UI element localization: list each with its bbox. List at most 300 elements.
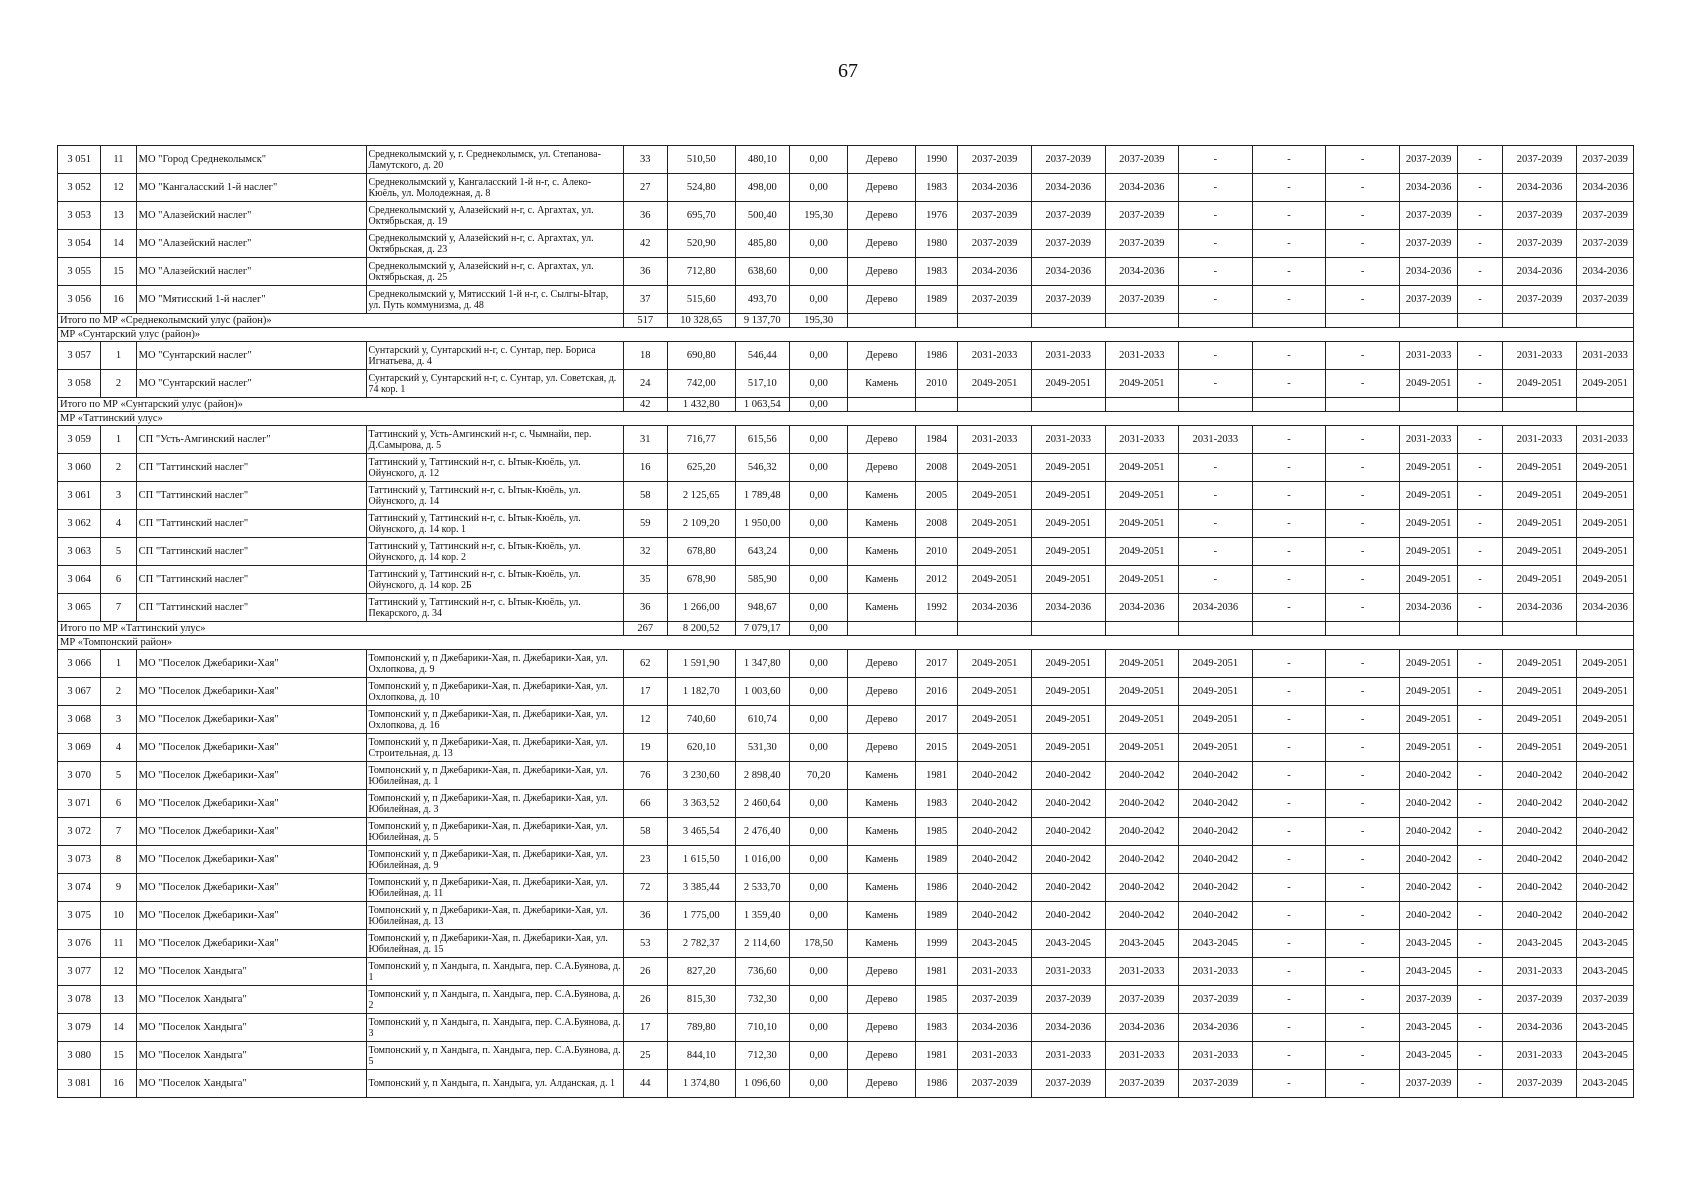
subtotal-row [58,398,1634,412]
nonres-area-cell: 0,00 [789,678,847,706]
repair-hot-water-cell: 2037-2039 [1179,1070,1253,1098]
repair-sewerage-cell: - [1326,874,1400,902]
build-year-cell: 2017 [915,650,957,678]
repair-roof-cell: 2031-2033 [1031,426,1105,454]
repair-hot-water-cell: - [1179,342,1253,370]
empty-cell [1577,622,1634,636]
municipality-cell: МО "Поселок Хандыга" [136,986,366,1014]
repair-heating-cell: 2049-2051 [1105,566,1179,594]
repair-roof-cell: 2049-2051 [1031,678,1105,706]
total-area-cell: 1 266,00 [667,594,735,622]
repair-hot-water-cell: - [1179,202,1253,230]
municipality-cell: СП "Таттинский наслег" [136,454,366,482]
repair-sewerage-cell: - [1326,286,1400,314]
empty-cell [1252,314,1326,328]
repair-elevator-cell: - [1458,146,1502,174]
reg-number-cell: 3 068 [58,706,101,734]
housing-register-table [57,145,1634,1098]
living-area-cell: 1 950,00 [735,510,789,538]
address-cell: Томпонский у, п Джебарики-Хая, п. Джебарики-Хая, ул. Юбилейная, д. 1 [366,762,623,790]
repair-cold-water-cell: - [1252,706,1326,734]
repair-roof-cell: 2049-2051 [1031,454,1105,482]
repair-sewerage-cell: - [1326,986,1400,1014]
repair-gas-cell: 2049-2051 [1399,734,1457,762]
wall-material-cell: Камень [848,874,916,902]
empty-cell [1179,398,1253,412]
repair-sewerage-cell: - [1326,706,1400,734]
repair-roof-cell: 2034-2036 [1031,258,1105,286]
repair-roof-cell: 2040-2042 [1031,762,1105,790]
repair-gas-cell: 2049-2051 [1399,454,1457,482]
living-area-cell: 948,67 [735,594,789,622]
reg-number-cell: 3 051 [58,146,101,174]
table-row [58,174,1634,202]
total-area-cell: 3 363,52 [667,790,735,818]
repair-hot-water-cell: - [1179,566,1253,594]
repair-gas-cell: 2043-2045 [1399,1014,1457,1042]
table-row [58,930,1634,958]
repair-roof-cell: 2049-2051 [1031,734,1105,762]
repair-elevator-cell: - [1458,342,1502,370]
repair-heating-cell: 2037-2039 [1105,286,1179,314]
total-area-cell: 1 374,80 [667,1070,735,1098]
residents-cell: 25 [623,1042,667,1070]
repair-power-cell: 2037-2039 [958,202,1032,230]
residents-cell: 36 [623,594,667,622]
table-row [58,146,1634,174]
repair-elevator-cell: - [1458,258,1502,286]
nonres-area-cell: 0,00 [789,846,847,874]
residents-cell: 53 [623,930,667,958]
repair-heating-cell: 2040-2042 [1105,846,1179,874]
living-area-cell: 1 096,60 [735,1070,789,1098]
repair-foundation-cell: 2049-2051 [1577,510,1634,538]
repair-gas-cell: 2037-2039 [1399,1070,1457,1098]
total-area-cell: 515,60 [667,286,735,314]
empty-cell [915,314,957,328]
repair-sewerage-cell: - [1326,174,1400,202]
address-cell: Томпонский у, п Джебарики-Хая, п. Джебарики-Хая, ул. Юбилейная, д. 15 [366,930,623,958]
repair-gas-cell: 2034-2036 [1399,258,1457,286]
repair-heating-cell: 2034-2036 [1105,594,1179,622]
address-cell: Томпонский у, п Джебарики-Хая, п. Джебарики-Хая, ул. Юбилейная, д. 3 [366,790,623,818]
living-area-cell: 610,74 [735,706,789,734]
municipality-cell: МО "Поселок Джебарики-Хая" [136,734,366,762]
total-area-cell: 2 125,65 [667,482,735,510]
empty-cell [848,398,916,412]
repair-sewerage-cell: - [1326,678,1400,706]
repair-elevator-cell: - [1458,930,1502,958]
seq-number-cell: 4 [101,510,136,538]
subtotal-residents: 42 [623,398,667,412]
build-year-cell: 2008 [915,510,957,538]
total-area-cell: 520,90 [667,230,735,258]
empty-cell [1502,398,1577,412]
living-area-cell: 500,40 [735,202,789,230]
repair-foundation-cell: 2043-2045 [1577,1042,1634,1070]
repair-facade-cell: 2037-2039 [1502,1070,1577,1098]
municipality-cell: МО "Поселок Джебарики-Хая" [136,846,366,874]
seq-number-cell: 7 [101,818,136,846]
wall-material-cell: Камень [848,538,916,566]
table-body [58,146,1634,1098]
wall-material-cell: Дерево [848,678,916,706]
reg-number-cell: 3 063 [58,538,101,566]
total-area-cell: 716,77 [667,426,735,454]
repair-hot-water-cell: 2049-2051 [1179,678,1253,706]
repair-hot-water-cell: 2034-2036 [1179,594,1253,622]
residents-cell: 17 [623,1014,667,1042]
empty-cell [958,398,1032,412]
repair-cold-water-cell: - [1252,258,1326,286]
build-year-cell: 1999 [915,930,957,958]
repair-cold-water-cell: - [1252,146,1326,174]
repair-hot-water-cell: 2040-2042 [1179,762,1253,790]
wall-material-cell: Дерево [848,342,916,370]
repair-power-cell: 2049-2051 [958,678,1032,706]
repair-heating-cell: 2034-2036 [1105,258,1179,286]
municipality-cell: МО "Город Среднеколымск" [136,146,366,174]
wall-material-cell: Камень [848,482,916,510]
seq-number-cell: 14 [101,1014,136,1042]
table-row [58,790,1634,818]
total-area-cell: 620,10 [667,734,735,762]
repair-cold-water-cell: - [1252,678,1326,706]
address-cell: Таттинский у, Усть-Амгинский н-г, с. Чымнайи, пер. Д.Самырова, д. 5 [366,426,623,454]
repair-foundation-cell: 2040-2042 [1577,790,1634,818]
repair-power-cell: 2031-2033 [958,426,1032,454]
residents-cell: 58 [623,818,667,846]
repair-roof-cell: 2031-2033 [1031,1042,1105,1070]
build-year-cell: 1981 [915,762,957,790]
district-header-row [58,636,1634,650]
seq-number-cell: 1 [101,426,136,454]
district-title: МР «Таттинский улус» [58,412,1634,426]
repair-foundation-cell: 2043-2045 [1577,958,1634,986]
nonres-area-cell: 195,30 [789,202,847,230]
subtotal-nonres-area: 195,30 [789,314,847,328]
repair-heating-cell: 2031-2033 [1105,342,1179,370]
build-year-cell: 1989 [915,286,957,314]
repair-heating-cell: 2049-2051 [1105,538,1179,566]
repair-sewerage-cell: - [1326,146,1400,174]
residents-cell: 36 [623,902,667,930]
table-row [58,650,1634,678]
nonres-area-cell: 0,00 [789,734,847,762]
table-row [58,678,1634,706]
empty-cell [1031,398,1105,412]
wall-material-cell: Камень [848,930,916,958]
repair-hot-water-cell: - [1179,146,1253,174]
nonres-area-cell: 0,00 [789,482,847,510]
total-area-cell: 2 782,37 [667,930,735,958]
residents-cell: 66 [623,790,667,818]
repair-sewerage-cell: - [1326,818,1400,846]
municipality-cell: МО "Поселок Джебарики-Хая" [136,874,366,902]
build-year-cell: 1983 [915,258,957,286]
total-area-cell: 678,80 [667,538,735,566]
empty-cell [1502,314,1577,328]
seq-number-cell: 13 [101,986,136,1014]
total-area-cell: 815,30 [667,986,735,1014]
municipality-cell: МО "Алазейский наслег" [136,258,366,286]
repair-hot-water-cell: 2031-2033 [1179,426,1253,454]
repair-heating-cell: 2031-2033 [1105,1042,1179,1070]
wall-material-cell: Дерево [848,230,916,258]
district-header-row [58,412,1634,426]
seq-number-cell: 16 [101,1070,136,1098]
living-area-cell: 531,30 [735,734,789,762]
address-cell: Среднеколымский у, Алазейский н-г, с. Аргахтах, ул. Октябрьская, д. 19 [366,202,623,230]
build-year-cell: 1983 [915,174,957,202]
repair-hot-water-cell: 2049-2051 [1179,734,1253,762]
repair-power-cell: 2040-2042 [958,874,1032,902]
build-year-cell: 1989 [915,902,957,930]
address-cell: Таттинский у, Таттинский н-г, с. Ытык-Кюёль, ул. Пекарского, д. 34 [366,594,623,622]
repair-elevator-cell: - [1458,874,1502,902]
reg-number-cell: 3 067 [58,678,101,706]
repair-cold-water-cell: - [1252,650,1326,678]
municipality-cell: МО "Поселок Джебарики-Хая" [136,818,366,846]
repair-foundation-cell: 2049-2051 [1577,734,1634,762]
nonres-area-cell: 0,00 [789,454,847,482]
repair-facade-cell: 2040-2042 [1502,762,1577,790]
repair-power-cell: 2043-2045 [958,930,1032,958]
repair-cold-water-cell: - [1252,566,1326,594]
repair-heating-cell: 2034-2036 [1105,174,1179,202]
seq-number-cell: 4 [101,734,136,762]
reg-number-cell: 3 071 [58,790,101,818]
nonres-area-cell: 0,00 [789,566,847,594]
repair-facade-cell: 2034-2036 [1502,258,1577,286]
nonres-area-cell: 0,00 [789,594,847,622]
address-cell: Среднеколымский у, Алазейский н-г, с. Аргахтах, ул. Октябрьская, д. 25 [366,258,623,286]
repair-elevator-cell: - [1458,650,1502,678]
repair-gas-cell: 2037-2039 [1399,286,1457,314]
build-year-cell: 1984 [915,426,957,454]
repair-elevator-cell: - [1458,846,1502,874]
total-area-cell: 742,00 [667,370,735,398]
repair-hot-water-cell: 2040-2042 [1179,790,1253,818]
repair-elevator-cell: - [1458,482,1502,510]
repair-foundation-cell: 2049-2051 [1577,454,1634,482]
repair-roof-cell: 2049-2051 [1031,538,1105,566]
repair-power-cell: 2049-2051 [958,650,1032,678]
municipality-cell: МО "Алазейский наслег" [136,202,366,230]
municipality-cell: МО "Поселок Джебарики-Хая" [136,902,366,930]
repair-facade-cell: 2034-2036 [1502,594,1577,622]
wall-material-cell: Камень [848,762,916,790]
empty-cell [1326,398,1400,412]
repair-cold-water-cell: - [1252,930,1326,958]
wall-material-cell: Дерево [848,258,916,286]
residents-cell: 33 [623,146,667,174]
build-year-cell: 2017 [915,706,957,734]
nonres-area-cell: 0,00 [789,538,847,566]
wall-material-cell: Камень [848,818,916,846]
repair-elevator-cell: - [1458,538,1502,566]
repair-sewerage-cell: - [1326,566,1400,594]
address-cell: Сунтарский у, Сунтарский н-г, с. Сунтар, ул. Советская, д. 74 кор. 1 [366,370,623,398]
repair-hot-water-cell: - [1179,510,1253,538]
repair-foundation-cell: 2049-2051 [1577,370,1634,398]
repair-elevator-cell: - [1458,762,1502,790]
living-area-cell: 615,56 [735,426,789,454]
repair-cold-water-cell: - [1252,510,1326,538]
repair-heating-cell: 2040-2042 [1105,790,1179,818]
repair-power-cell: 2037-2039 [958,286,1032,314]
repair-sewerage-cell: - [1326,734,1400,762]
build-year-cell: 2005 [915,482,957,510]
subtotal-label: Итого по МР «Среднеколымский улус (район)» [58,314,624,328]
repair-gas-cell: 2034-2036 [1399,594,1457,622]
repair-facade-cell: 2034-2036 [1502,174,1577,202]
repair-cold-water-cell: - [1252,594,1326,622]
build-year-cell: 1985 [915,986,957,1014]
repair-roof-cell: 2040-2042 [1031,902,1105,930]
repair-gas-cell: 2037-2039 [1399,986,1457,1014]
table-row [58,286,1634,314]
living-area-cell: 2 460,64 [735,790,789,818]
repair-hot-water-cell: 2043-2045 [1179,930,1253,958]
seq-number-cell: 5 [101,762,136,790]
repair-elevator-cell: - [1458,566,1502,594]
repair-power-cell: 2037-2039 [958,1070,1032,1098]
living-area-cell: 585,90 [735,566,789,594]
total-area-cell: 678,90 [667,566,735,594]
repair-facade-cell: 2040-2042 [1502,818,1577,846]
repair-facade-cell: 2031-2033 [1502,958,1577,986]
repair-elevator-cell: - [1458,594,1502,622]
empty-cell [848,314,916,328]
repair-sewerage-cell: - [1326,454,1400,482]
address-cell: Томпонский у, п Джебарики-Хая, п. Джебарики-Хая, ул. Юбилейная, д. 11 [366,874,623,902]
wall-material-cell: Дерево [848,202,916,230]
municipality-cell: МО "Поселок Хандыга" [136,1042,366,1070]
living-area-cell: 2 533,70 [735,874,789,902]
table-row [58,510,1634,538]
table-row [58,566,1634,594]
repair-foundation-cell: 2040-2042 [1577,762,1634,790]
reg-number-cell: 3 075 [58,902,101,930]
living-area-cell: 1 003,60 [735,678,789,706]
empty-cell [1105,398,1179,412]
municipality-cell: МО "Кангаласский 1-й наслег" [136,174,366,202]
nonres-area-cell: 0,00 [789,174,847,202]
repair-sewerage-cell: - [1326,930,1400,958]
repair-hot-water-cell: 2040-2042 [1179,818,1253,846]
address-cell: Таттинский у, Таттинский н-г, с. Ытык-Кюёль, ул. Ойунского, д. 14 кор. 2 [366,538,623,566]
build-year-cell: 1986 [915,1070,957,1098]
residents-cell: 26 [623,986,667,1014]
municipality-cell: МО "Мятисский 1-й наслег" [136,286,366,314]
reg-number-cell: 3 061 [58,482,101,510]
residents-cell: 36 [623,258,667,286]
repair-hot-water-cell: 2034-2036 [1179,1014,1253,1042]
repair-cold-water-cell: - [1252,902,1326,930]
residents-cell: 24 [623,370,667,398]
repair-facade-cell: 2040-2042 [1502,846,1577,874]
empty-cell [1179,314,1253,328]
repair-foundation-cell: 2034-2036 [1577,174,1634,202]
total-area-cell: 690,80 [667,342,735,370]
empty-cell [1502,622,1577,636]
repair-roof-cell: 2040-2042 [1031,818,1105,846]
repair-facade-cell: 2043-2045 [1502,930,1577,958]
reg-number-cell: 3 076 [58,930,101,958]
residents-cell: 26 [623,958,667,986]
repair-elevator-cell: - [1458,370,1502,398]
address-cell: Таттинский у, Таттинский н-г, с. Ытык-Кюёль, ул. Ойунского, д. 14 [366,482,623,510]
repair-foundation-cell: 2049-2051 [1577,650,1634,678]
repair-gas-cell: 2043-2045 [1399,1042,1457,1070]
empty-cell [1252,622,1326,636]
repair-foundation-cell: 2037-2039 [1577,202,1634,230]
repair-heating-cell: 2037-2039 [1105,146,1179,174]
repair-power-cell: 2049-2051 [958,482,1032,510]
repair-facade-cell: 2049-2051 [1502,566,1577,594]
table-row [58,258,1634,286]
repair-cold-water-cell: - [1252,342,1326,370]
reg-number-cell: 3 069 [58,734,101,762]
nonres-area-cell: 0,00 [789,650,847,678]
nonres-area-cell: 0,00 [789,874,847,902]
build-year-cell: 2015 [915,734,957,762]
living-area-cell: 493,70 [735,286,789,314]
nonres-area-cell: 0,00 [789,706,847,734]
empty-cell [1399,622,1457,636]
table-row [58,202,1634,230]
repair-power-cell: 2034-2036 [958,594,1032,622]
table-row [58,846,1634,874]
wall-material-cell: Камень [848,370,916,398]
table-row [58,482,1634,510]
reg-number-cell: 3 072 [58,818,101,846]
repair-facade-cell: 2031-2033 [1502,1042,1577,1070]
residents-cell: 36 [623,202,667,230]
seq-number-cell: 10 [101,902,136,930]
repair-foundation-cell: 2049-2051 [1577,538,1634,566]
empty-cell [1458,398,1502,412]
table-row [58,370,1634,398]
reg-number-cell: 3 078 [58,986,101,1014]
repair-power-cell: 2049-2051 [958,454,1032,482]
municipality-cell: МО "Алазейский наслег" [136,230,366,258]
nonres-area-cell: 0,00 [789,146,847,174]
seq-number-cell: 3 [101,482,136,510]
table-row [58,958,1634,986]
repair-sewerage-cell: - [1326,594,1400,622]
repair-power-cell: 2031-2033 [958,342,1032,370]
reg-number-cell: 3 066 [58,650,101,678]
build-year-cell: 2016 [915,678,957,706]
repair-facade-cell: 2049-2051 [1502,510,1577,538]
address-cell: Сунтарский у, Сунтарский н-г, с. Сунтар, пер. Бориса Игнатьева, д. 4 [366,342,623,370]
repair-hot-water-cell: 2040-2042 [1179,902,1253,930]
repair-foundation-cell: 2043-2045 [1577,930,1634,958]
living-area-cell: 1 789,48 [735,482,789,510]
address-cell: Таттинский у, Таттинский н-г, с. Ытык-Кюёль, ул. Ойунского, д. 12 [366,454,623,482]
wall-material-cell: Дерево [848,706,916,734]
repair-cold-water-cell: - [1252,790,1326,818]
repair-elevator-cell: - [1458,1014,1502,1042]
empty-cell [1458,622,1502,636]
repair-sewerage-cell: - [1326,1070,1400,1098]
repair-roof-cell: 2037-2039 [1031,986,1105,1014]
repair-sewerage-cell: - [1326,370,1400,398]
repair-facade-cell: 2049-2051 [1502,370,1577,398]
repair-power-cell: 2040-2042 [958,846,1032,874]
